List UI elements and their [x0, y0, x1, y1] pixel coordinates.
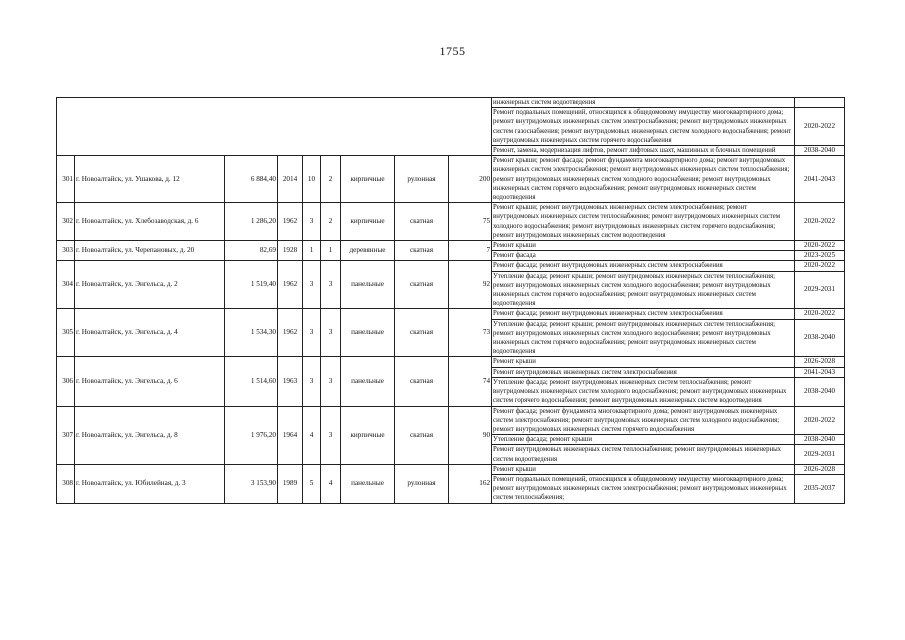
entrances-count: 3 — [321, 357, 341, 406]
work-period: 2020-2022 — [795, 203, 845, 241]
house-number: 303 — [57, 241, 75, 261]
house-area: 3 153,90 — [225, 464, 278, 503]
table-row — [57, 309, 845, 319]
house-area: 1 519,40 — [225, 261, 278, 309]
entrances-count: 3 — [321, 261, 341, 309]
table-row — [57, 156, 845, 203]
roof-type: скатная — [395, 261, 449, 309]
work-description: Утепление фасада; ремонт крыши — [492, 435, 795, 445]
work-description: Ремонт крыши; ремонт фасада; ремонт фундамента многоквартирного дома; ремонт внутридомовых инженерных систем электроснабжения; ремонт внутридомовых инженерных систем теплоснабжения; ремонт внутридомовых инженерных систем холодного водоснабжения; ремонт внутридомовых инженерных систем горячего водоснабжения; ремонт внутридомовых инженерных систем водоотведения — [492, 156, 795, 203]
entrances-count: 1 — [321, 241, 341, 261]
wall-material: кирпичные — [341, 406, 395, 464]
table-row — [57, 241, 845, 251]
roof-type: скатная — [395, 203, 449, 241]
house-address: г. Новоалтайск, ул. Энгельса, д. 8 — [75, 406, 225, 464]
commissioning-year: 1964 — [278, 406, 303, 464]
house-address: г. Новоалтайск, ул. Черепановых, д. 20 — [75, 241, 225, 261]
house-number: 304 — [57, 261, 75, 309]
floors-count: 3 — [303, 203, 321, 241]
table-row — [57, 261, 845, 271]
roof-type: скатная — [395, 309, 449, 357]
residents-count: 162 — [449, 464, 492, 503]
house-number: 301 — [57, 156, 75, 203]
continuation-house-cell — [57, 98, 492, 156]
wall-material: кирпичные — [341, 203, 395, 241]
table-row — [57, 406, 845, 435]
work-description: Ремонт крыши — [492, 464, 795, 474]
wall-material: панельные — [341, 261, 395, 309]
work-period: 2026-2028 — [795, 464, 845, 474]
work-period: 2035-2037 — [795, 474, 845, 503]
house-address: г. Новоалтайск, ул. Энгельса, д. 6 — [75, 357, 225, 406]
entrances-count: 2 — [321, 156, 341, 203]
work-period: 2041-2043 — [795, 156, 845, 203]
floors-count: 1 — [303, 241, 321, 261]
work-description: Ремонт подвальных помещений, относящихся к общедомовому имуществу многоквартирного дома; ремонт внутридомовых инженерных систем электроснабжения; ремонт внутридомовых инженерных систем теплоснабжения; — [492, 474, 795, 503]
house-area: 1 514,60 — [225, 357, 278, 406]
house-address: г. Новоалтайск, ул. Энгельса, д. 4 — [75, 309, 225, 357]
work-description: Ремонт фасада; ремонт внутридомовых инженерных систем электроснабжения — [492, 261, 795, 271]
house-area: 6 884,40 — [225, 156, 278, 203]
commissioning-year: 1989 — [278, 464, 303, 503]
work-description: Ремонт фасада; ремонт фундамента многоквартирного дома; ремонт внутридомовых инженерных систем электроснабжения; ремонт внутридомовых инженерных систем холодного водоснабжения; ремонт внутридомовых инженерных систем горячего водоснабжения — [492, 406, 795, 435]
floors-count: 3 — [303, 261, 321, 309]
continuation-row — [57, 98, 845, 108]
wall-material: панельные — [341, 357, 395, 406]
commissioning-year: 1963 — [278, 357, 303, 406]
house-address: г. Новоалтайск, ул. Юбилейная, д. 3 — [75, 464, 225, 503]
work-description: Ремонт внутридомовых инженерных систем электроснабжения — [492, 367, 795, 377]
entrances-count: 3 — [321, 406, 341, 464]
commissioning-year: 1962 — [278, 309, 303, 357]
floors-count: 3 — [303, 309, 321, 357]
work-description: инженерных систем водоотведения — [492, 98, 795, 108]
entrances-count: 4 — [321, 464, 341, 503]
work-description: Ремонт крыши; ремонт внутридомовых инженерных систем электроснабжения; ремонт внутридомовых инженерных систем теплоснабжения; ремонт внутридомовых инженерных систем холодного водоснабжения; ремонт внутридомовых инженерных систем горячего водоснабжения; ремонт внутридомовых инженерных систем водоотведения — [492, 203, 795, 241]
house-number: 305 — [57, 309, 75, 357]
table-row — [57, 464, 845, 474]
page-number: 1755 — [439, 44, 466, 58]
wall-material: панельные — [341, 309, 395, 357]
table-body — [57, 98, 845, 504]
house-area: 1 286,20 — [225, 203, 278, 241]
housing-repair-table — [56, 97, 845, 504]
work-description: Ремонт крыши — [492, 241, 795, 251]
work-description: Ремонт внутридомовых инженерных систем теплоснабжения; ремонт внутридомовых инженерных систем водоотведения — [492, 445, 795, 464]
residents-count: 74 — [449, 357, 492, 406]
work-description: Ремонт фасада; ремонт внутридомовых инженерных систем электроснабжения — [492, 309, 795, 319]
house-address: г. Новоалтайск, ул. Ушакова, д. 12 — [75, 156, 225, 203]
roof-type: скатная — [395, 406, 449, 464]
roof-type: рулонная — [395, 464, 449, 503]
work-period: 2020-2022 — [795, 241, 845, 251]
residents-count: 200 — [449, 156, 492, 203]
house-number: 308 — [57, 464, 75, 503]
residents-count: 92 — [449, 261, 492, 309]
roof-type: рулонная — [395, 156, 449, 203]
house-address: г. Новоалтайск, ул. Энгельса, д. 2 — [75, 261, 225, 309]
floors-count: 10 — [303, 156, 321, 203]
work-period — [795, 98, 845, 108]
work-description: Ремонт подвальных помещений, относящихся к общедомовому имуществу многоквартирного дома; ремонт внутридомовых инженерных систем электроснабжения; ремонт внутридомовых инженерных систем газоснабжения; ремонт внутридомовых инженерных систем холодного водоснабжения; ремонт внутридомовых инженерных систем горячего водоснабжения — [492, 108, 795, 146]
house-number: 306 — [57, 357, 75, 406]
work-period: 2020-2022 — [795, 406, 845, 435]
commissioning-year: 1962 — [278, 203, 303, 241]
work-period: 2041-2043 — [795, 367, 845, 377]
floors-count: 5 — [303, 464, 321, 503]
entrances-count: 2 — [321, 203, 341, 241]
house-area: 1 976,20 — [225, 406, 278, 464]
house-area: 1 534,30 — [225, 309, 278, 357]
commissioning-year: 1928 — [278, 241, 303, 261]
work-period: 2023-2025 — [795, 251, 845, 261]
work-description: Ремонт, замена, модернизация лифтов, ремонт лифтовых шахт, машинных и блочных помещений — [492, 146, 795, 156]
wall-material: кирпичные — [341, 156, 395, 203]
work-period: 2038-2040 — [795, 435, 845, 445]
work-period: 2020-2022 — [795, 261, 845, 271]
work-period: 2029-2031 — [795, 271, 845, 309]
commissioning-year: 2014 — [278, 156, 303, 203]
work-description: Утепление фасада; ремонт крыши; ремонт внутридомовых инженерных систем теплоснабжения; ремонт внутридомовых инженерных систем холодного водоснабжения; ремонт внутридомовых инженерных систем горячего водоснабжения; ремонт внутридомовых инженерных систем водоотведения — [492, 319, 795, 357]
work-period: 2029-2031 — [795, 445, 845, 464]
floors-count: 4 — [303, 406, 321, 464]
table-row — [57, 203, 845, 241]
table-row — [57, 357, 845, 367]
wall-material: панельные — [341, 464, 395, 503]
work-description: Ремонт фасада — [492, 251, 795, 261]
house-number: 307 — [57, 406, 75, 464]
work-period: 2038-2040 — [795, 377, 845, 406]
residents-count: 90 — [449, 406, 492, 464]
work-description: Ремонт крыши — [492, 357, 795, 367]
work-period: 2026-2028 — [795, 357, 845, 367]
roof-type: скатная — [395, 357, 449, 406]
work-period: 2038-2040 — [795, 146, 845, 156]
work-period: 2020-2022 — [795, 309, 845, 319]
residents-count: 73 — [449, 309, 492, 357]
wall-material: деревянные — [341, 241, 395, 261]
commissioning-year: 1962 — [278, 261, 303, 309]
work-period: 2038-2040 — [795, 319, 845, 357]
house-address: г. Новоалтайск, ул. Хлебозаводская, д. 6 — [75, 203, 225, 241]
work-description: Утепление фасада; ремонт внутридомовых инженерных систем теплоснабжения; ремонт внутридомовых инженерных систем холодного водоснабжения; ремонт внутридомовых инженерных систем горячего водоснабжения; ремонт внутридомовых инженерных систем водоотведения — [492, 377, 795, 406]
house-area: 82,69 — [225, 241, 278, 261]
floors-count: 3 — [303, 357, 321, 406]
house-number: 302 — [57, 203, 75, 241]
residents-count: 7 — [449, 241, 492, 261]
residents-count: 75 — [449, 203, 492, 241]
work-period: 2020-2022 — [795, 108, 845, 146]
work-description: Утепление фасада; ремонт крыши; ремонт внутридомовых инженерных систем теплоснабжения; ремонт внутридомовых инженерных систем холодного водоснабжения; ремонт внутридомовых инженерных систем горячего водоснабжения; ремонт внутридомовых инженерных систем водоотведения — [492, 271, 795, 309]
roof-type: скатная — [395, 241, 449, 261]
entrances-count: 3 — [321, 309, 341, 357]
